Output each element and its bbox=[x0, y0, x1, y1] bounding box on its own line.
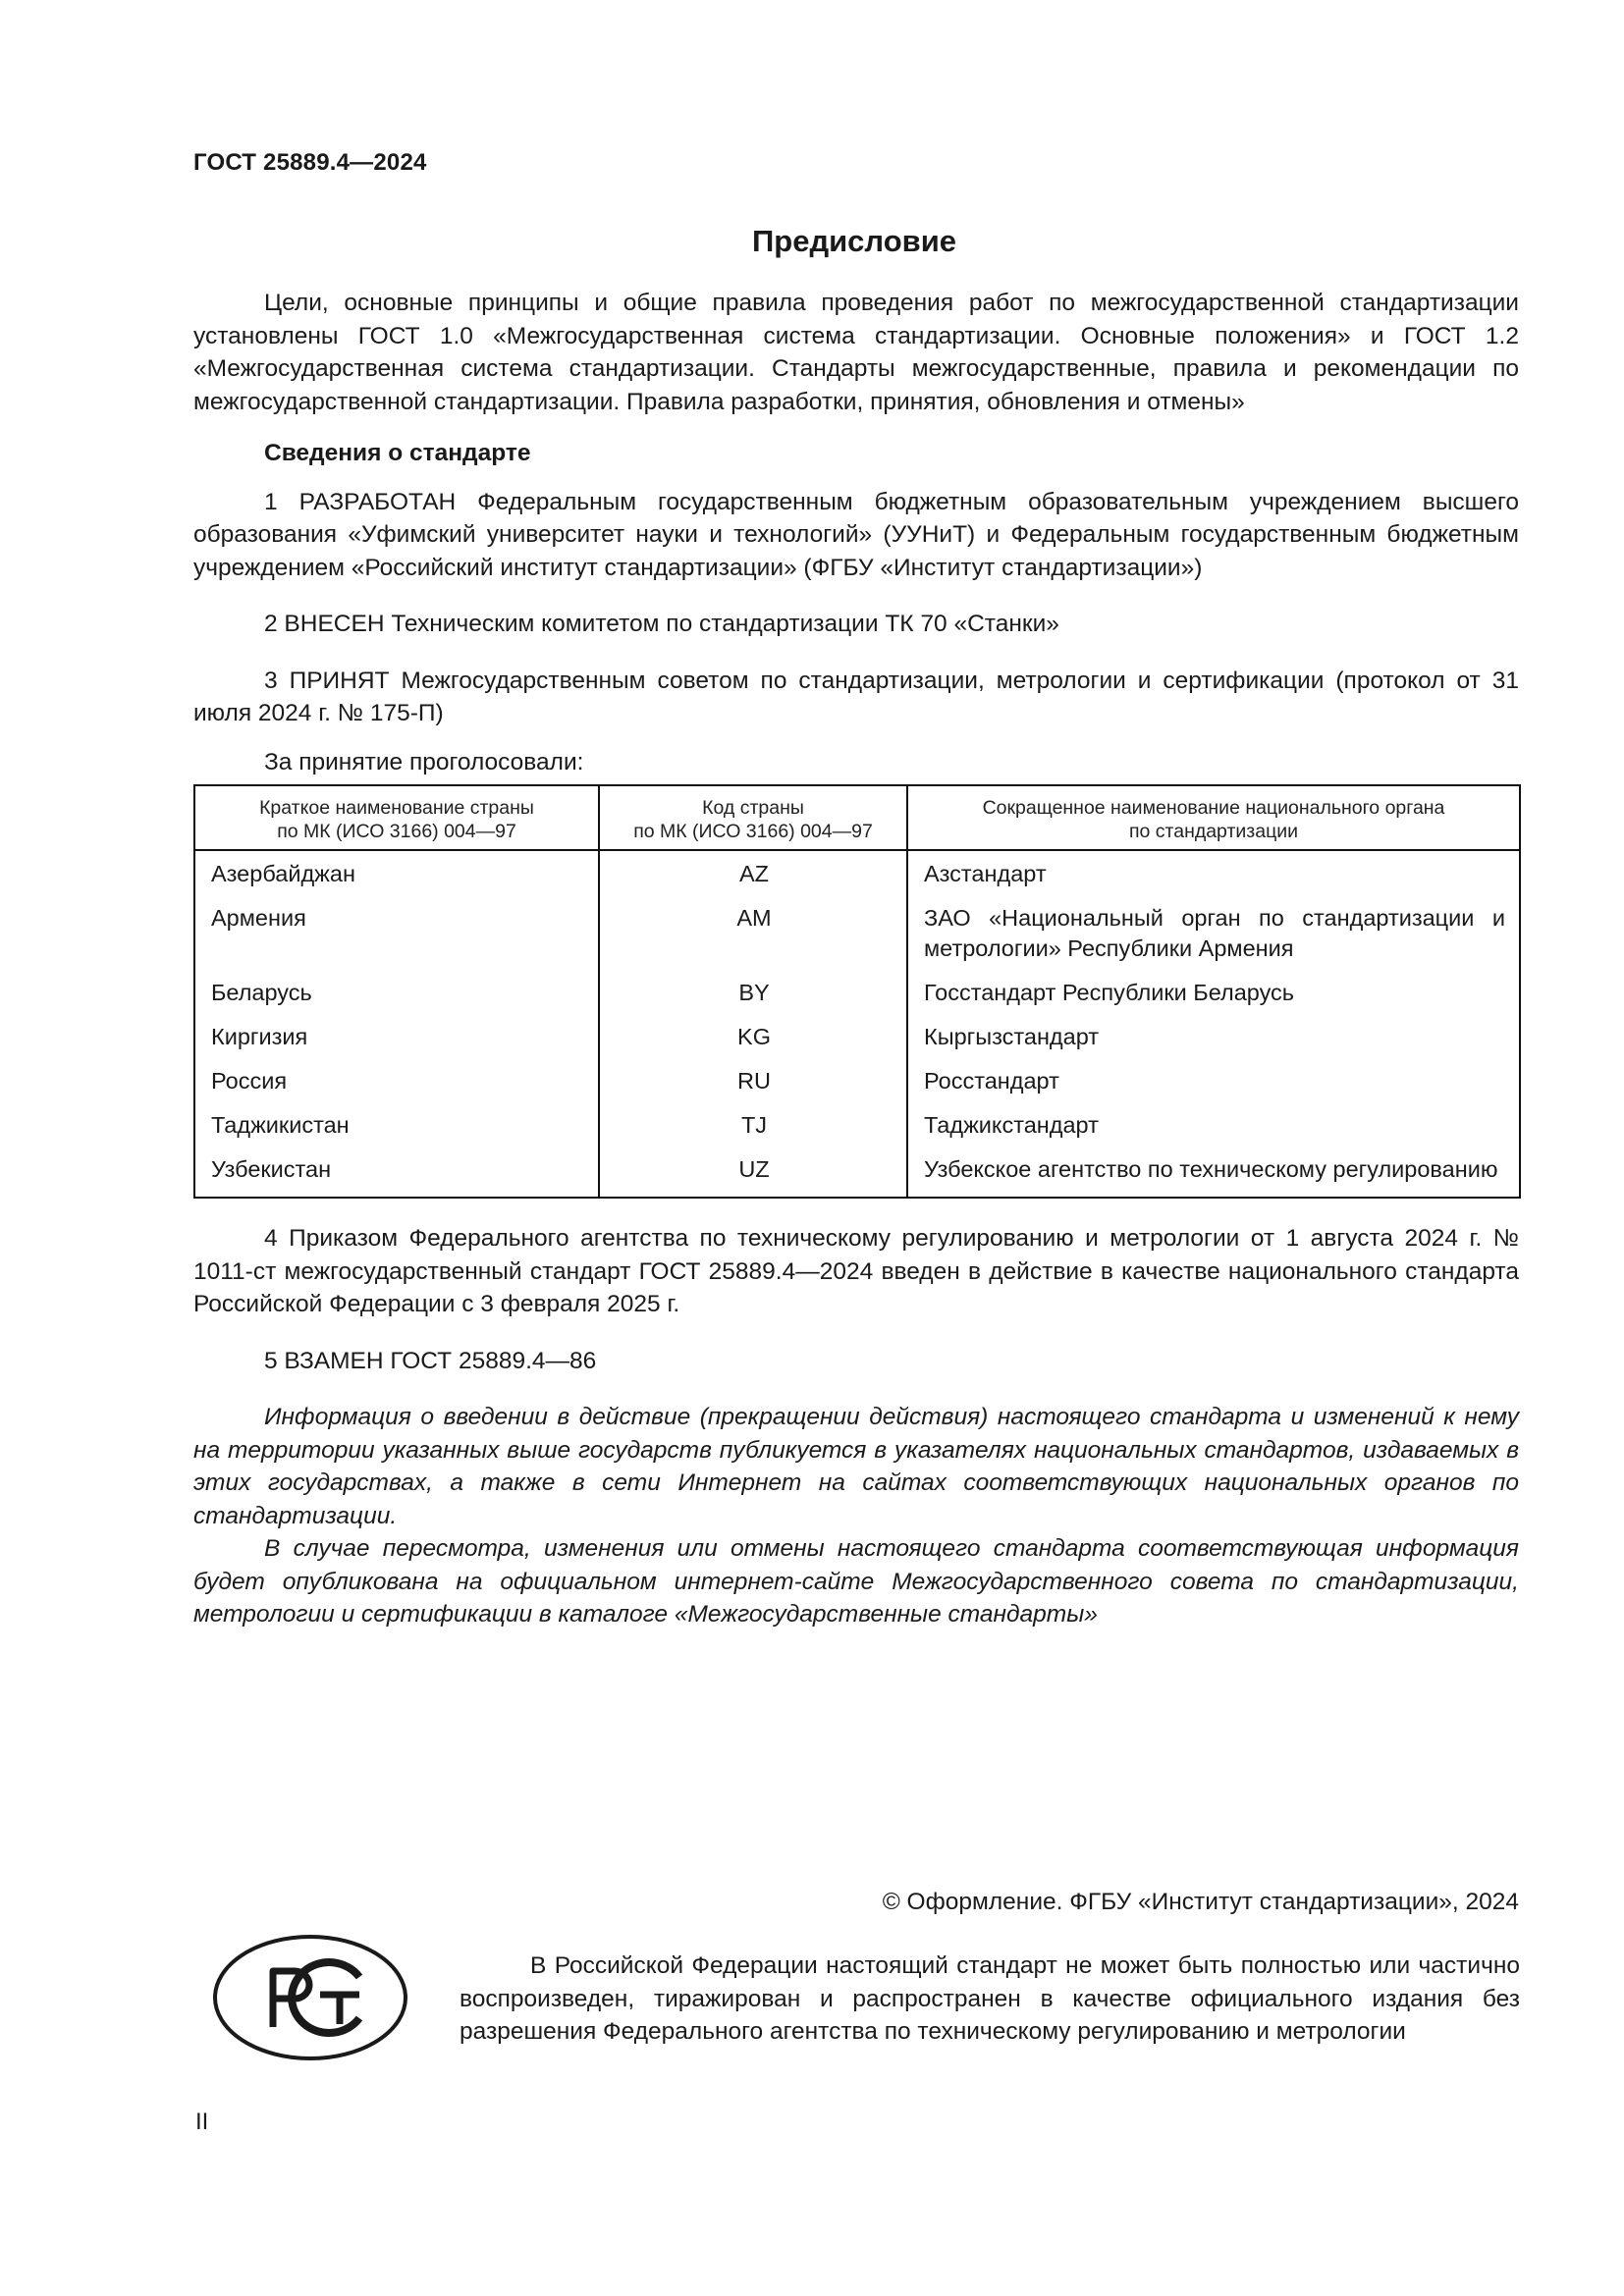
country-cell: Узбекистан bbox=[194, 1151, 599, 1198]
gost-certification-mark-icon bbox=[212, 1934, 408, 2061]
code-cell: UZ bbox=[599, 1151, 907, 1198]
code-cell: AZ bbox=[599, 850, 907, 900]
table-row bbox=[194, 975, 1520, 1019]
header-code: Код страны по МК (ИСО 3166) 004—97 bbox=[599, 785, 907, 850]
country-cell: Беларусь bbox=[194, 975, 599, 1019]
code-cell: KG bbox=[599, 1019, 907, 1063]
code-cell: TJ bbox=[599, 1107, 907, 1151]
vote-label: За принятие проголосовали: bbox=[264, 748, 584, 775]
item-developed: 1 РАЗРАБОТАН Федеральным государственным бюджетным образовательным учреждением высшего образования «Уфимский университет науки и технологий» (УУНиТ) и Федеральным государственным бюджетным учреждением «Российский институт стандартизации» (ФГБУ «Институт стандартизации») bbox=[193, 488, 1519, 581]
table-row bbox=[194, 1151, 1520, 1198]
item-adopted: 3 ПРИНЯТ Межгосударственным советом по стандартизации, метрологии и сертификации (протокол от 31 июля 2024 г. № 175-П) bbox=[193, 667, 1519, 726]
standard-designation: ГОСТ 25889.4—2024 bbox=[193, 149, 427, 176]
country-cell: Армения bbox=[194, 900, 599, 975]
country-cell: Азербайджан bbox=[194, 850, 599, 900]
note-paragraph: Информация о введении в действие (прекращении действия) настоящего стандарта и изменений к нему на территории указанных выше государств публикуется в указателях национальных стандартов, издаваемых в этих государствах, а также в сети Интернет на сайтах соответствующих национальных органов по стандартизации. bbox=[193, 1404, 1519, 1529]
document-body bbox=[193, 287, 1519, 1631]
country-cell: Таджикистан bbox=[194, 1107, 599, 1151]
organization-cell: Госстандарт Республики Беларусь bbox=[924, 980, 1295, 1005]
page-number: II bbox=[195, 2109, 209, 2135]
country-cell: Киргизия bbox=[194, 1019, 599, 1063]
code-cell: RU bbox=[599, 1063, 907, 1107]
voting-table bbox=[193, 784, 1521, 1199]
organization-cell: Росстандарт bbox=[924, 1068, 1059, 1094]
table-row bbox=[194, 1019, 1520, 1063]
item-introduced: 2 ВНЕСЕН Техническим комитетом по стандартизации ТК 70 «Станки» bbox=[264, 611, 1059, 637]
organization-cell: Узбекское агентство по техническому регулированию bbox=[924, 1156, 1498, 1182]
table-row bbox=[194, 900, 1520, 975]
code-cell: BY bbox=[599, 975, 907, 1019]
item-replaces: 5 ВЗАМЕН ГОСТ 25889.4—86 bbox=[264, 1347, 597, 1374]
publication-notes bbox=[193, 1401, 1519, 1631]
copyright-line: © Оформление. ФГБУ «Институт стандартизации», 2024 bbox=[882, 1889, 1519, 1915]
table-row bbox=[194, 1063, 1520, 1107]
item-enacted: 4 Приказом Федерального агентства по техническому регулированию и метрологии от 1 августа 2024 г. № 1011-ст межгосударственный стандарт ГОСТ 25889.4—2024 введен в действие в качестве национального стандарта Российской Федерации с 3 февраля 2025 г. bbox=[193, 1225, 1519, 1317]
header-organization: Сокращенное наименование национального органа по стандартизации bbox=[907, 785, 1520, 850]
table-header-row bbox=[194, 785, 1520, 850]
organization-cell: Таджикстандарт bbox=[924, 1112, 1099, 1138]
section-heading: Сведения о стандарте bbox=[264, 440, 531, 466]
code-cell: AM bbox=[599, 900, 907, 975]
organization-cell: ЗАО «Национальный орган по стандартизации и метрологии» Республики Армения bbox=[924, 905, 1505, 961]
note-paragraph: В случае пересмотра, изменения или отмены настоящего стандарта соответствующая информация будет опубликована на официальном интернет-сайте Межгосударственного совета по стандартизации, метрологии и сертификации в каталоге «Межгосударственные стандарты» bbox=[193, 1535, 1519, 1628]
page-title: Предисловие bbox=[751, 224, 956, 258]
organization-cell: Кыргызстандарт bbox=[924, 1024, 1100, 1049]
intro-paragraph: Цели, основные принципы и общие правила проведения работ по межгосударственной стандартизации установлены ГОСТ 1.0 «Межгосударственная система стандартизации. Основные положения» и ГОСТ 1.2 «Межгосударственная система стандартизации. Стандарты межгосударственные, правила и рекомендации по межгосударственной стандартизации. Правила разработки, принятия, обновления и отмены» bbox=[193, 290, 1519, 415]
country-cell: Россия bbox=[194, 1063, 599, 1107]
reproduction-notice: В Российской Федерации настоящий стандарт не может быть полностью или частично воспроизведен, тиражирован и распространен в качестве официального издания без разрешения Федерального агентства по техническому регулированию и метрологии bbox=[460, 1952, 1520, 2045]
header-country: Краткое наименование страны по МК (ИСО 3166) 004—97 bbox=[194, 785, 599, 850]
organization-cell: Азстандарт bbox=[924, 861, 1047, 886]
table-row bbox=[194, 850, 1520, 900]
table-row bbox=[194, 1107, 1520, 1151]
